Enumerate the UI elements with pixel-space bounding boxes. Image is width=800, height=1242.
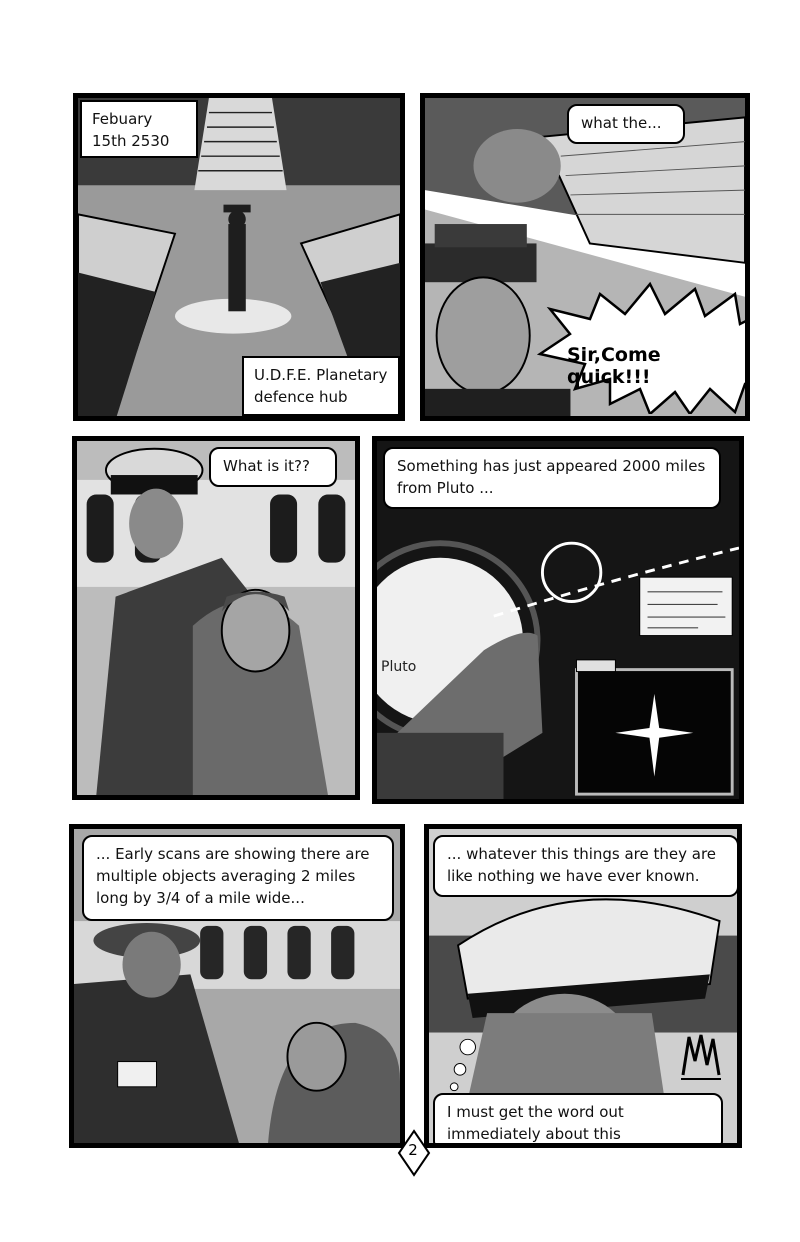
artist-signature [675, 1025, 727, 1085]
speech-bubble-whatever-things: ... whatever this things are they are like nothing we have ever known. [433, 835, 739, 897]
panel-operator-alert [420, 93, 750, 421]
page-number-badge [397, 1129, 437, 1177]
pluto-label: Pluto [381, 659, 417, 675]
panel-radar-display [372, 436, 744, 804]
speech-bubble-early-scans: ... Early scans are showing there are multiple objects averaging 2 miles long by 3/4 of a mile wide... [82, 835, 394, 921]
commander-illustration [77, 441, 355, 795]
panel-early-scans [69, 824, 405, 1148]
speech-bubble-what-is-it: What is it?? [209, 447, 337, 487]
panel-command-hub [73, 93, 405, 421]
thought-bubble-word-out: I must get the word out immediately about this [433, 1093, 723, 1148]
panel-commander [72, 436, 360, 800]
speech-bubble-what-the: what the... [567, 104, 685, 144]
shout-sir-come-quick: Sir,Come quick!!! [567, 344, 661, 388]
page-number: 2 [408, 1141, 418, 1159]
date-caption: Febuary 15th 2530 [80, 100, 198, 158]
location-caption: U.D.F.E. Planetary defence hub [242, 356, 400, 416]
speech-bubble-something-appeared: Something has just appeared 2000 miles from Pluto ... [383, 447, 721, 509]
panel-commander-closeup [424, 824, 742, 1148]
